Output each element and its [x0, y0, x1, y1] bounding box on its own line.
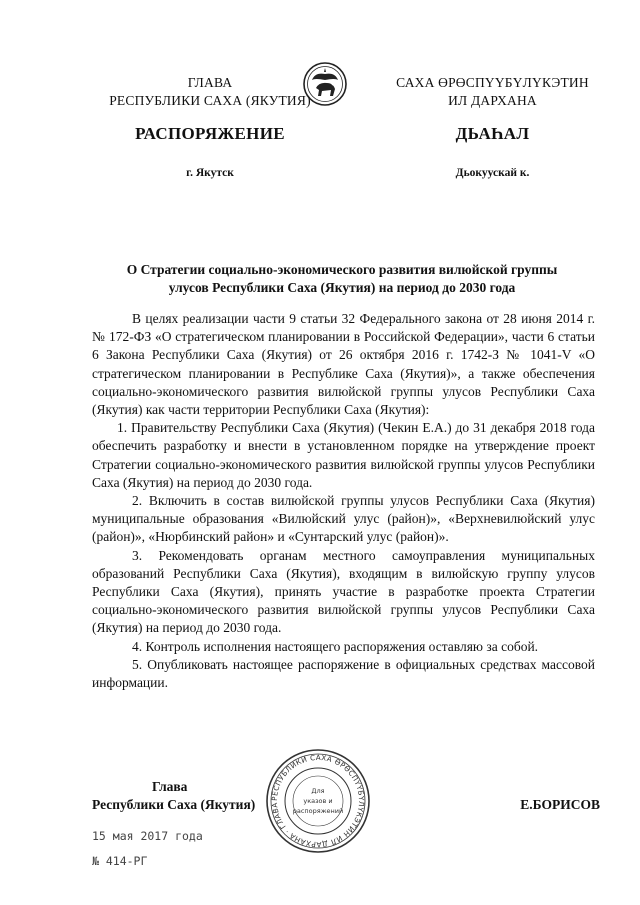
coat-of-arms-icon [303, 58, 347, 110]
document-body [92, 310, 595, 692]
header-right-line2: ИЛ ДАРХАНА [448, 93, 537, 108]
body-item-4: 4. Контроль исполнения настоящего распоряжения оставляю за собой. [132, 638, 539, 654]
header-left-line2: РЕСПУБЛИКИ САХА (ЯКУТИЯ) [109, 93, 311, 108]
place-sakha: Дьокуускай к. [455, 167, 530, 179]
document-number: № 414-РГ [92, 854, 148, 868]
header-right-line1: САХА ӨРӨСПҮҮБҮЛҮКЭТИН [396, 75, 589, 90]
stamp-inner-line3: распоряжений [292, 807, 344, 815]
stamp-outer-text: РЕСПУБЛИКИ САХА ӨРӨСПҮҮБҮЛҮКЭТИН ИЛ ДАРХАНА · ГЛАВА [269, 752, 367, 850]
document-subject [92, 261, 592, 297]
doc-type-ru: РАСПОРЯЖЕНИЕ [135, 124, 285, 143]
place-ru: г. Якутск [186, 167, 234, 179]
body-item-1: 1. Правительству Республики Саха (Якутия) (Чекин Е.А.) до 31 декабря 2018 года обеспечить разработку и внести в установленном порядке на утверждение проект Стратегии социально-экономического развития вилюйской группы улусов Республики Саха (Якутия) на период до 2030 года. [92, 420, 595, 490]
doc-type-sakha: ДЬАҺАЛ [455, 124, 530, 143]
stamp-inner-line2: указов и [303, 797, 333, 805]
signature-title-line2: Республики Саха (Якутия) [92, 797, 256, 812]
body-intro: В целях реализации части 9 статьи 32 Федерального закона от 28 июня 2014 г. № 172-ФЗ «О стратегическом планировании в Российской Федерации», части 6 статьи 6 Закона Республики Саха (Якутия) от 26 октября 2016 г. 1742-З № 1041-V «О стратегическом планировании в Республике Саха (Якутия)», а также обеспечения социально-экономического развития вилюйской группы улусов Республики Саха (Якутия) как части территории Республики Саха (Якутия): [92, 311, 595, 418]
document-date: 15 мая 2017 года [92, 829, 203, 843]
stamp-inner-line1: Для [311, 787, 325, 795]
body-item-5: 5. Опубликовать настоящее распоряжение в официальных средствах массовой информации. [92, 656, 595, 691]
body-item-3: 3. Рекомендовать органам местного самоуправления муниципальных образований Республики Саха (Якутия), входящим в вилюйскую группу улусов Республики Саха (Якутия), принять участие в разработке проекта Стратегии социально-экономического развития вилюйской группы улусов Республики Саха (Якутия) на период до 2030 года. [92, 547, 595, 636]
body-item-2: 2. Включить в состав вилюйской группы улусов Республики Саха (Якутия) муниципальные образования «Вилюйский улус (район)», «Верхневилюйский улус (район)», «Нюрбинский район» и «Сунтарский улус (район)». [92, 493, 595, 545]
signature-title-line1: Глава [152, 779, 188, 794]
header-left-line1: ГЛАВА [187, 75, 233, 90]
stamp-seal-icon [265, 748, 371, 854]
subject-line2: улусов Республики Саха (Якутия) на период до 2030 года [168, 280, 516, 295]
coat-of-arms-emblem [303, 58, 347, 110]
signatory-name: Е.БОРИСОВ [520, 797, 600, 812]
official-stamp [265, 748, 371, 854]
subject-line1: О Стратегии социально-экономического развития вилюйской группы [126, 262, 558, 277]
signature-title [92, 778, 292, 814]
header-right [380, 74, 605, 110]
